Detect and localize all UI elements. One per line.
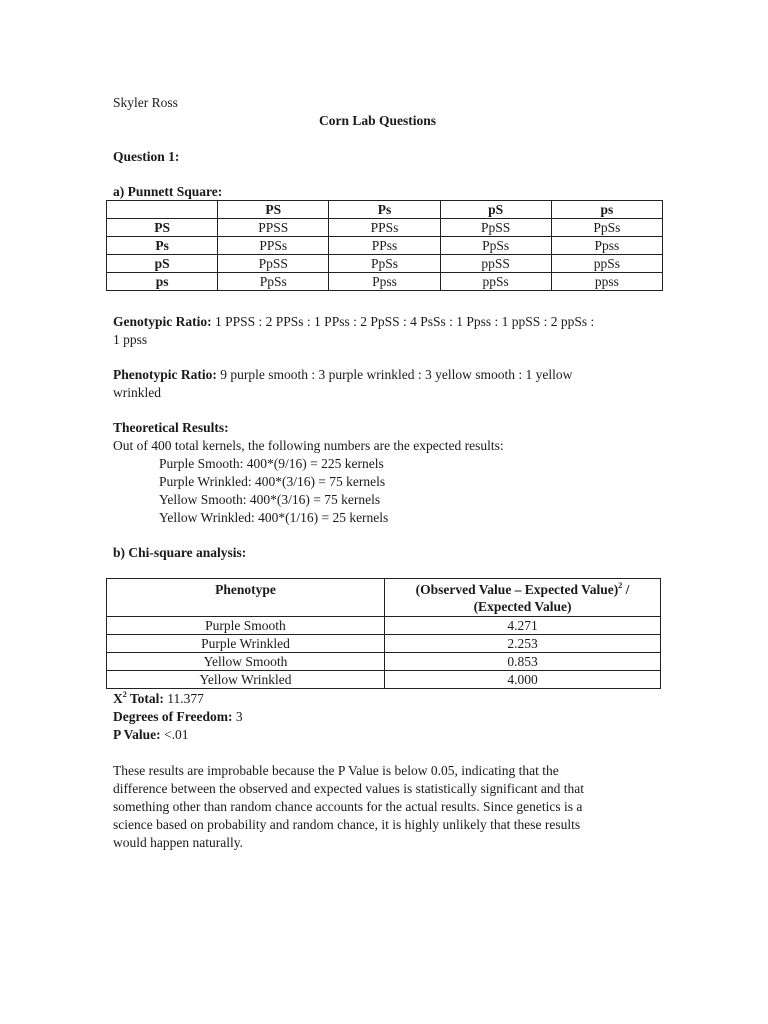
punnett-cell: PPSS bbox=[218, 219, 329, 237]
document-title: Corn Lab Questions bbox=[319, 113, 437, 128]
chi-header-phenotype: Phenotype bbox=[107, 579, 385, 617]
conclusion-line: would happen naturally. bbox=[113, 835, 243, 850]
chi-square-exponent: 2 bbox=[122, 690, 127, 699]
conclusion-line: science based on probability and random chance, it is highly unlikely that these results bbox=[113, 817, 581, 832]
chi-header-formula-denominator: (Expected Value) bbox=[473, 598, 572, 614]
p-value-label: P Value: bbox=[113, 727, 161, 742]
conclusion-line: difference between the observed and expected values is statistically significant and that bbox=[113, 781, 584, 796]
theoretical-results-intro: Out of 400 total kernels, the following numbers are the expected results: bbox=[113, 438, 504, 453]
theoretical-result-item: Yellow Smooth: 400*(3/16) = 75 kernels bbox=[159, 492, 381, 507]
theoretical-result-item: Purple Wrinkled: 400*(3/16) = 75 kernels bbox=[159, 474, 386, 489]
chi-row bbox=[107, 635, 661, 653]
chi-row bbox=[107, 671, 661, 689]
punnett-col-header: PS bbox=[218, 201, 329, 219]
punnett-cell: Ppss bbox=[329, 273, 440, 291]
punnett-cell: ppSs bbox=[440, 273, 551, 291]
author-name: Skyler Ross bbox=[113, 95, 178, 110]
punnett-col-header: pS bbox=[440, 201, 551, 219]
chi-square-total-value: 11.377 bbox=[163, 691, 204, 706]
chi-value-cell: 4.271 bbox=[385, 617, 661, 635]
punnett-cell: PpSs bbox=[551, 219, 662, 237]
chi-square-table bbox=[106, 578, 661, 689]
punnett-row bbox=[107, 219, 663, 237]
chi-square-total bbox=[113, 690, 204, 707]
punnett-cell: Ppss bbox=[551, 237, 662, 255]
punnett-square-table bbox=[106, 200, 663, 291]
conclusion-line: something other than random chance accounts for the actual results. Since genetics is a bbox=[113, 799, 583, 814]
chi-square-total-label bbox=[113, 691, 164, 706]
punnett-cell: PPSs bbox=[329, 219, 440, 237]
part-a-heading: a) Punnett Square: bbox=[113, 184, 223, 199]
chi-header-row bbox=[107, 579, 661, 617]
phenotypic-ratio-line-2: wrinkled bbox=[113, 385, 161, 400]
phenotypic-ratio-line-1 bbox=[113, 366, 572, 383]
genotypic-ratio-line-1 bbox=[113, 313, 594, 330]
chi-header-formula-slash: / bbox=[622, 581, 630, 597]
chi-value-cell: 4.000 bbox=[385, 671, 661, 689]
punnett-header-row bbox=[107, 201, 663, 219]
chi-value-cell: 2.253 bbox=[385, 635, 661, 653]
conclusion-line: These results are improbable because the P Value is below 0.05, indicating that the bbox=[113, 763, 559, 778]
genotypic-ratio-label: Genotypic Ratio: bbox=[113, 314, 212, 329]
punnett-cell: PPSs bbox=[218, 237, 329, 255]
chi-phenotype-cell: Yellow Wrinkled bbox=[107, 671, 385, 689]
degrees-of-freedom-label: Degrees of Freedom: bbox=[113, 709, 233, 724]
part-b-heading: b) Chi-square analysis: bbox=[113, 545, 247, 560]
chi-phenotype-cell: Purple Wrinkled bbox=[107, 635, 385, 653]
punnett-row-header: pS bbox=[107, 255, 218, 273]
punnett-cell: PPss bbox=[329, 237, 440, 255]
chi-square-symbol: X bbox=[113, 691, 123, 706]
genotypic-ratio-text: 1 PPSS : 2 PPSs : 1 PPss : 2 PpSS : 4 PsSs : 1 Ppss : 1 ppSS : 2 ppSs : bbox=[211, 314, 595, 329]
degrees-of-freedom bbox=[113, 708, 243, 725]
punnett-cell: PpSS bbox=[440, 219, 551, 237]
phenotypic-ratio-text: 9 purple smooth : 3 purple wrinkled : 3 yellow smooth : 1 yellow bbox=[216, 367, 573, 382]
punnett-cell: PpSs bbox=[329, 255, 440, 273]
punnett-cell: PpSS bbox=[218, 255, 329, 273]
punnett-row bbox=[107, 273, 663, 291]
chi-header-formula-exponent: 2 bbox=[618, 580, 623, 590]
punnett-row-header: Ps bbox=[107, 237, 218, 255]
chi-row bbox=[107, 653, 661, 671]
punnett-cell: ppss bbox=[551, 273, 662, 291]
chi-header-formula bbox=[385, 579, 661, 617]
chi-value-cell: 0.853 bbox=[385, 653, 661, 671]
degrees-of-freedom-value: 3 bbox=[232, 709, 243, 724]
theoretical-result-item: Purple Smooth: 400*(9/16) = 225 kernels bbox=[159, 456, 384, 471]
punnett-col-header: Ps bbox=[329, 201, 440, 219]
punnett-row-header: PS bbox=[107, 219, 218, 237]
p-value-value: <.01 bbox=[160, 727, 189, 742]
chi-row bbox=[107, 617, 661, 635]
punnett-col-header: ps bbox=[551, 201, 662, 219]
punnett-row-header: ps bbox=[107, 273, 218, 291]
chi-phenotype-cell: Purple Smooth bbox=[107, 617, 385, 635]
punnett-row bbox=[107, 237, 663, 255]
punnett-corner-cell bbox=[107, 201, 218, 219]
punnett-cell: ppSS bbox=[440, 255, 551, 273]
genotypic-ratio-line-2: 1 ppss bbox=[113, 332, 148, 347]
theoretical-results-heading: Theoretical Results: bbox=[113, 420, 229, 435]
punnett-cell: ppSs bbox=[551, 255, 662, 273]
theoretical-result-item: Yellow Wrinkled: 400*(1/16) = 25 kernels bbox=[159, 510, 389, 525]
chi-phenotype-cell: Yellow Smooth bbox=[107, 653, 385, 671]
question-heading: Question 1: bbox=[113, 149, 180, 164]
phenotypic-ratio-label: Phenotypic Ratio: bbox=[113, 367, 217, 382]
chi-square-total-word: Total: bbox=[126, 691, 164, 706]
punnett-row bbox=[107, 255, 663, 273]
chi-header-formula-text: (Observed Value – Expected Value) bbox=[415, 581, 619, 597]
punnett-cell: PpSs bbox=[440, 237, 551, 255]
p-value bbox=[113, 726, 189, 743]
punnett-cell: PpSs bbox=[218, 273, 329, 291]
